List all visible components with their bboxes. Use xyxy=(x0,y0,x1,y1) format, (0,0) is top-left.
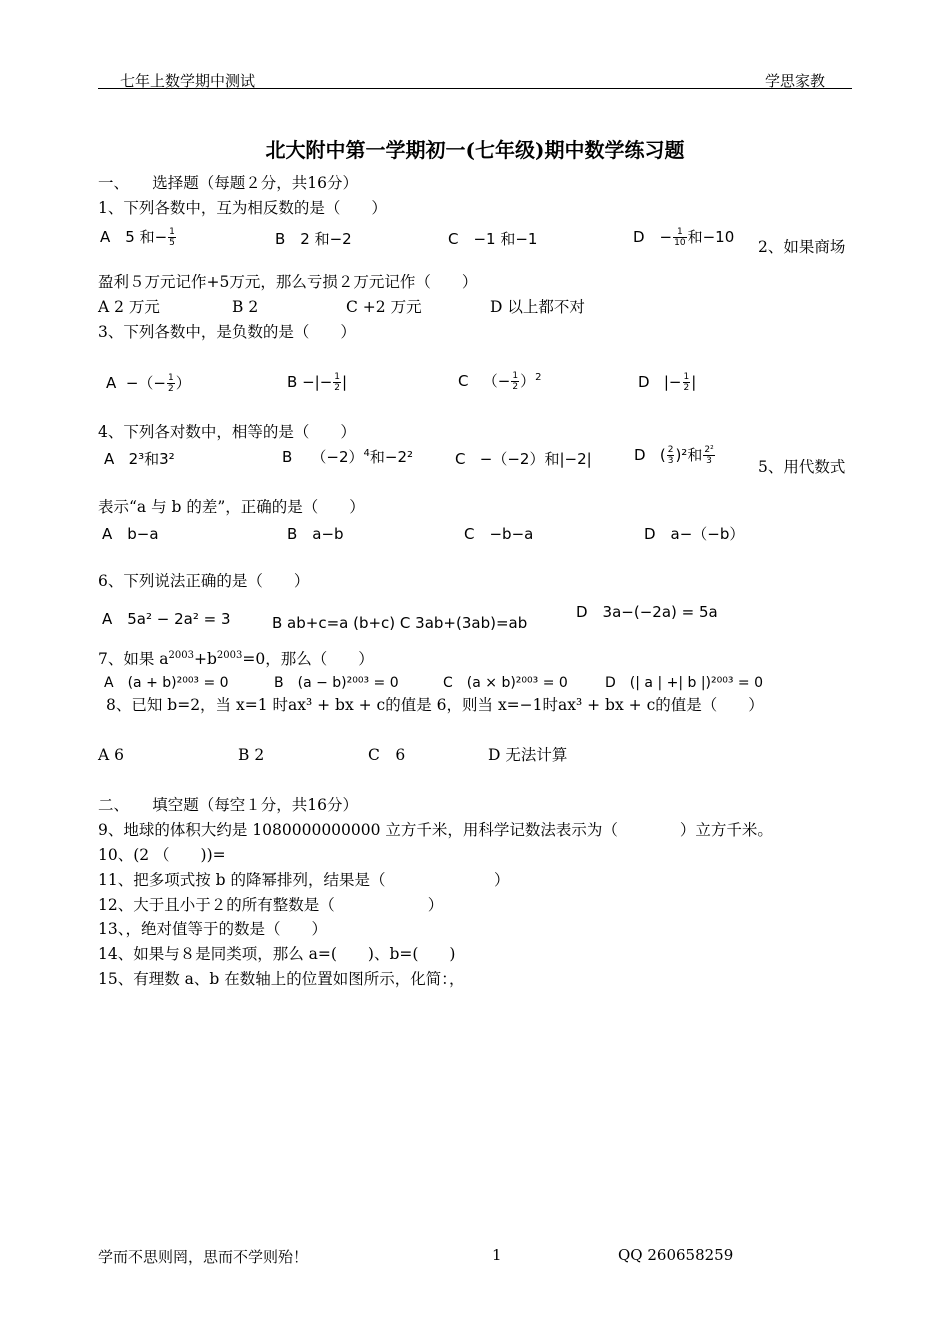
q4-d-fraction xyxy=(667,445,675,466)
q7-stem-pre: 7、如果 a xyxy=(98,650,169,669)
q3-b-label: B xyxy=(287,373,298,391)
fill-q15: 15、有理数 a、b 在数轴上的位置如图所示，化简：， xyxy=(98,970,465,988)
q1-stem: 1、下列各数中，互为相反数的是（ ） xyxy=(98,199,387,217)
q4-d-mid: 和 xyxy=(687,446,703,464)
q5-option-c: C −b−a xyxy=(464,525,534,543)
q1-d-fraction xyxy=(673,227,686,248)
q4-stem: 4、下列各对数中，相等的是（ ） xyxy=(98,423,356,441)
header-right: 学思家教 xyxy=(765,72,826,90)
q7-stem-mid: +b xyxy=(193,650,217,669)
q3-d-num: 1 xyxy=(683,372,690,382)
q3-b-close: | xyxy=(342,373,348,391)
q3-a-fraction xyxy=(167,373,175,394)
q2-option-c: C +2 万元 xyxy=(346,298,422,316)
q3-b-expr: −|− xyxy=(302,373,333,391)
q3-d-expr: |− xyxy=(663,373,682,391)
q3-option-c xyxy=(458,370,542,392)
q3-d-den: 2 xyxy=(683,383,690,393)
q3-a-label: A xyxy=(106,374,117,392)
q3-b-den: 2 xyxy=(334,383,341,393)
fill-q12: 12、大于且小于２的所有整数是（ ） xyxy=(98,896,444,914)
q3-b-num: 1 xyxy=(334,372,341,382)
q3-c-expr: （− xyxy=(482,372,511,390)
q5-option-b: B a−b xyxy=(287,525,344,543)
q4-c-expr: −（−2）和|−2| xyxy=(479,450,592,468)
header-rule xyxy=(98,88,852,89)
q4-d-den2: 3 xyxy=(706,456,712,466)
q3-a-num: 1 xyxy=(167,373,174,383)
fill-q13: 13、，绝对值等于的数是（ ） xyxy=(98,920,327,938)
section-choice-heading: 一、 选择题（每题２分，共16分） xyxy=(98,174,358,192)
q4-b-exponent: 4 xyxy=(363,448,370,459)
q3-d-label: D xyxy=(638,373,650,391)
q4-a-expr: 2³和3² xyxy=(128,450,175,468)
q4-d-num: 2 xyxy=(667,445,674,455)
header-left: 七年上数学期中测试 xyxy=(120,72,256,90)
footer-motto: 学而不思则罔，思而不学则殆！ xyxy=(98,1248,309,1266)
q3-a-expr: −（− xyxy=(125,374,166,392)
q1-option-c: C −1 和−1 xyxy=(448,230,538,248)
q7-exp-a: 2003 xyxy=(168,650,194,661)
q6-option-a: A 5a² − 2a² = 3 xyxy=(102,610,231,628)
q5-option-d: D a−（−b） xyxy=(644,525,745,543)
q3-c-den: 2 xyxy=(512,382,519,392)
q4-d-num2: 2² xyxy=(704,445,714,455)
q8-stem: 8、已知 b=2，当 x=1 时ax³ + bx + c的值是 6，则当 x=−1时ax³ + bx + c的值是（ ） xyxy=(106,696,764,714)
q4-b-expr: （−2） xyxy=(311,448,364,466)
q1-option-d xyxy=(633,226,734,248)
q5-head: 5、用代数式 xyxy=(758,458,846,476)
fill-q11: 11、把多项式按 b 的降幂排列，结果是（ ） xyxy=(98,871,510,889)
q1-option-a xyxy=(100,226,177,248)
q1-d-num: 1 xyxy=(673,227,686,238)
q4-c-label: C xyxy=(455,450,466,468)
page-title: 北大附中第一学期初一(七年级)期中数学练习题 xyxy=(265,138,685,162)
q4-b-label: B xyxy=(282,448,293,466)
q3-stem: 3、下列各数中，是负数的是（ ） xyxy=(98,323,356,341)
q4-option-b xyxy=(282,446,413,467)
q2-option-d: D 以上都不对 xyxy=(490,298,585,316)
q1-option-b: B 2 和−2 xyxy=(275,230,352,248)
q3-option-a xyxy=(106,372,191,394)
q2-body: 盈利５万元记作+5万元，那么亏损２万元记作（ ） xyxy=(98,273,478,291)
q1-a-text: A 5 和− xyxy=(100,228,168,246)
q8-option-a: A 6 xyxy=(98,746,124,764)
q5-option-a: A b−a xyxy=(102,525,159,543)
q7-option-c: C (a × b)²⁰⁰³ = 0 xyxy=(443,675,568,691)
q2-option-a: A 2 万元 xyxy=(98,298,160,316)
q7-option-d: D (| a | +| b |)²⁰⁰³ = 0 xyxy=(605,675,764,691)
q3-d-close: | xyxy=(691,373,697,391)
footer-qq: QQ 260658259 xyxy=(618,1246,734,1264)
q4-b-tail: 和−2² xyxy=(369,448,414,466)
q7-stem-post: =0，那么（ ） xyxy=(242,650,374,669)
q6-option-bc: B ab+c=a (b+c) C 3ab+(3ab)=ab xyxy=(272,614,528,632)
q4-option-d: D ( $\frac{2}{3}$ )²和 $\frac{\text{2²}}{3}$ xyxy=(634,445,714,466)
q8-option-d: D 无法计算 xyxy=(488,746,568,764)
page-number: 1 xyxy=(492,1246,502,1264)
q3-a-close: ） xyxy=(175,374,191,392)
fill-q10: 10、(2 （ ))= xyxy=(98,846,226,864)
q3-a-den: 2 xyxy=(167,384,174,394)
q4-a-label: A xyxy=(104,450,115,468)
q1-a-fraction xyxy=(168,227,176,248)
fill-q9: 9、地球的体积大约是 1080000000000 立方千米，用科学记数法表示为（ ）立方千米。 xyxy=(98,821,773,839)
q3-c-close: ） xyxy=(520,372,536,390)
fill-q14: 14、如果与８是同类项，那么 a=( )、b=( ) xyxy=(98,945,456,963)
section-fill-heading: 二、 填空题（每空１分，共16分） xyxy=(98,796,358,814)
q3-c-exponent: 2 xyxy=(535,372,542,383)
q1-d-text: D − xyxy=(633,228,673,246)
q2-head: 2、如果商场 xyxy=(758,238,846,256)
q4-d-fraction-2 xyxy=(703,445,714,466)
q2-option-b: B 2 xyxy=(232,298,259,316)
q7-exp-b: 2003 xyxy=(216,650,243,661)
q1-d-den: 10 xyxy=(674,238,686,248)
q8-option-b: B 2 xyxy=(238,746,265,764)
q3-c-label: C xyxy=(458,372,469,390)
q1-a-den: 5 xyxy=(169,238,175,248)
q7-option-a: A (a + b)²⁰⁰³ = 0 xyxy=(104,675,229,691)
q7-option-b: B (a − b)²⁰⁰³ = 0 xyxy=(274,675,399,691)
q3-option-d xyxy=(638,372,696,393)
q4-d-label: D xyxy=(634,446,646,464)
q6-option-d: D 3a−(−2a) = 5a xyxy=(576,603,718,621)
q5-body: 表示“a 与 b 的差”，正确的是（ ） xyxy=(98,498,365,516)
q6-stem: 6、下列说法正确的是（ ） xyxy=(98,572,310,590)
q3-c-fraction xyxy=(511,371,519,392)
q3-c-num: 1 xyxy=(512,371,519,381)
q7-stem xyxy=(98,646,374,669)
q4-d-den: 3 xyxy=(667,456,674,466)
q4-option-c xyxy=(455,448,592,469)
q3-option-b xyxy=(287,372,347,393)
q1-d-suffix: 和−10 xyxy=(687,228,735,246)
q3-b-fraction xyxy=(333,372,341,393)
q3-d-fraction xyxy=(683,372,691,393)
q1-a-num: 1 xyxy=(169,227,175,237)
q4-option-a xyxy=(104,448,175,469)
q8-option-c: C 6 xyxy=(368,746,406,764)
